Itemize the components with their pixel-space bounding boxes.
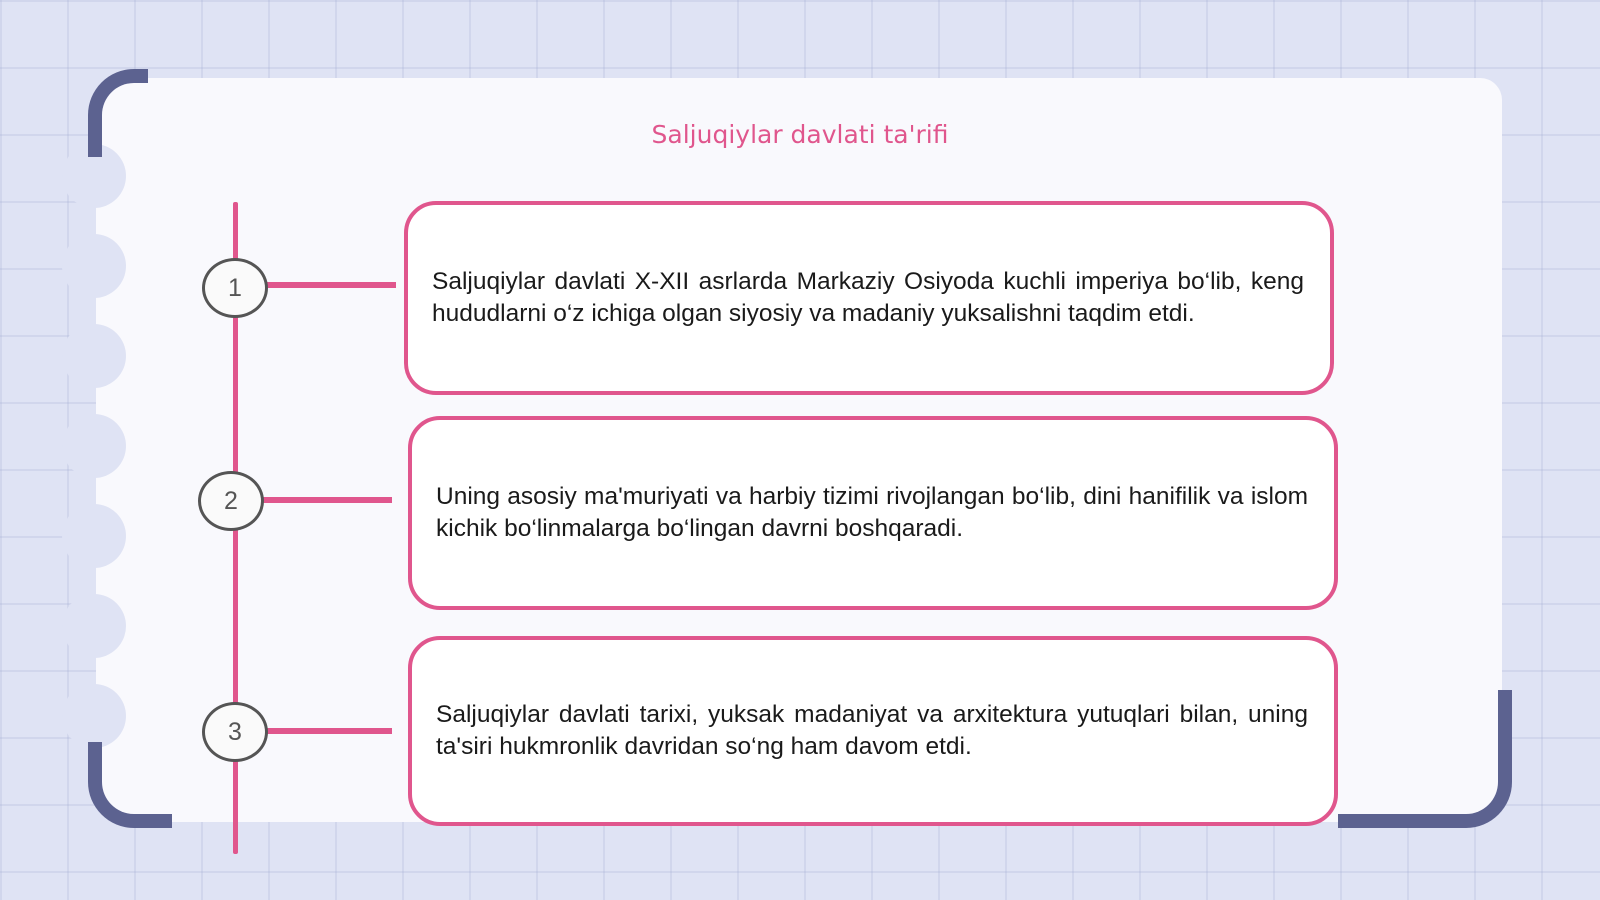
- step-1-connector: [264, 282, 396, 288]
- step-1-number-badge: 1: [202, 258, 268, 318]
- step-2-card: [408, 416, 1338, 610]
- slide-title: Saljuqiylar davlati ta'rifi: [651, 120, 949, 149]
- step-2-text: Uning asosiy ma'muriyati va harbiy tizimi rivojlangan bo‘lib, dini hanifilik va islom kichik bo‘linmalarga bo‘lingan davrni boshqaradi.: [436, 483, 1308, 542]
- step-3-connector: [266, 728, 392, 734]
- step-3-number-badge: 3: [202, 702, 268, 762]
- corner-bracket-bottom-right: [1338, 690, 1512, 828]
- step-2-connector: [262, 497, 392, 503]
- paper-edge-scallop: [62, 684, 126, 748]
- step-3-card: [408, 636, 1338, 826]
- paper-edge-scallop: [62, 234, 126, 298]
- paper-edge-scallop: [62, 324, 126, 388]
- step-2-number-badge: 2: [198, 471, 264, 531]
- corner-bracket-top-left: [88, 69, 148, 157]
- paper-edge-scallop: [62, 414, 126, 478]
- corner-bracket-bottom-left: [88, 742, 172, 828]
- step-1-card: [404, 201, 1334, 395]
- paper-edge-scallop: [62, 504, 126, 568]
- step-3-text: Saljuqiylar davlati tarixi, yuksak madaniyat va arxitektura yutuqlari bilan, uning ta'siri hukmronlik davridan so‘ng ham davom etdi.: [436, 701, 1308, 760]
- step-1-text: Saljuqiylar davlati X-XII asrlarda Markaziy Osiyoda kuchli imperiya bo‘lib, keng hududlarni o‘z ichiga olgan siyosiy va madaniy yuksalishni taqdim etdi.: [432, 268, 1304, 327]
- paper-edge-scallop: [62, 594, 126, 658]
